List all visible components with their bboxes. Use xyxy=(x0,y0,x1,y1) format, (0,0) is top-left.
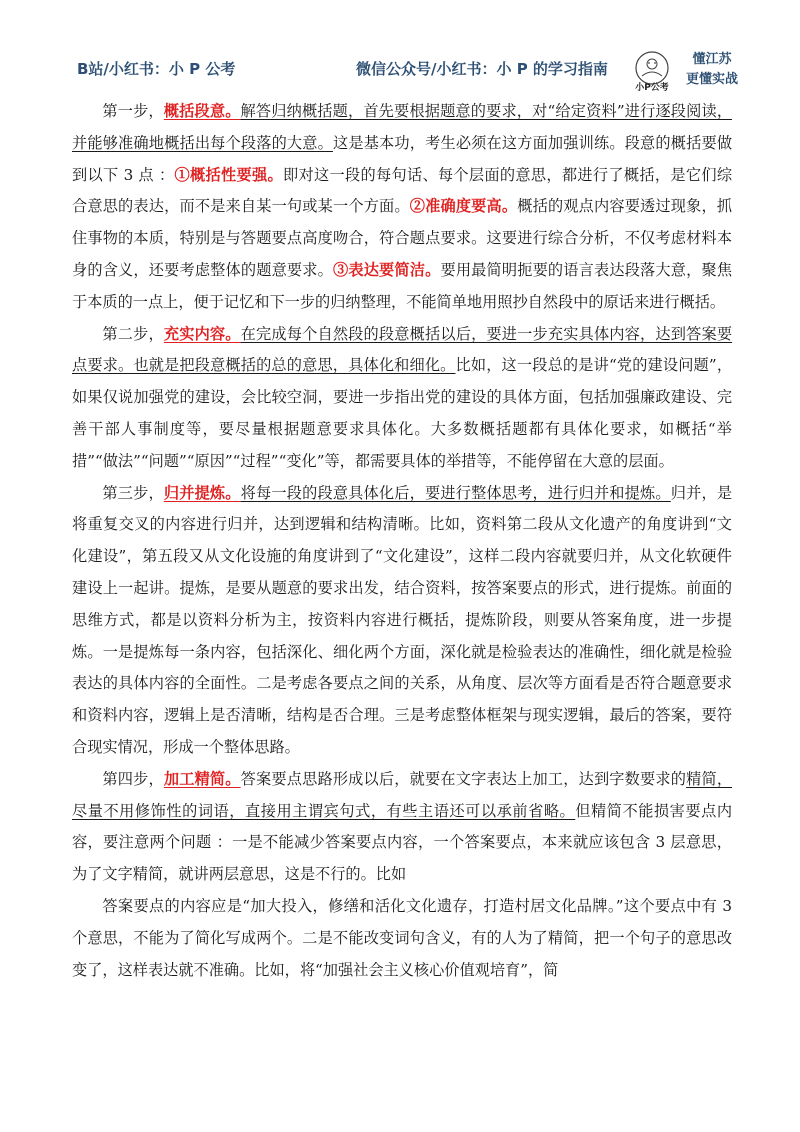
paragraph-2 xyxy=(72,319,732,478)
text-segment: 归并，是将重复交叉的内容进行归并，达到逻辑和结构清晰。比如，资料第二段从文化遗产的角度讲到“文化建设”，第五段又从文化设施的角度讲到了“文化建设”，这样二段内容就要归并，从文化软硬件建设上一起讲。提炼，是要从题意的要求出发，结合资料，按答案要点的形式，进行提炼。前面的思维方式，都是以资料分析为主，按资料内容进行概括，提炼阶段，则要从答案角度，进一步提炼。一是提炼每一条内容，包括深化、细化两个方面，深化就是检验表达的准确性，细化就是检验表达的具体内容的全面性。二是考虑各要点之间的关系，从角度、层次等方面看是否符合题意要求和资料内容，逻辑上是否清晰，结构是否合理。三是考虑整体框架与现实逻辑，最后的答案，要符合现实情况，形成一个整体思路。 xyxy=(72,483,733,756)
text-segment: 在完成每个自然段的段意概括以后，要进一步充实具体内容，达到答案要点要求。也就是把段意概括的总的意思，具体化和细化。 xyxy=(72,324,733,375)
text-segment: ①概括性要强。 xyxy=(174,165,283,184)
text-segment: 将每一段的段意具体化后，要进行整体思考，进行归并和提炼。 xyxy=(240,483,671,502)
paragraph-1 xyxy=(72,96,732,319)
slogan-line-2: 更懂实战 xyxy=(685,72,738,87)
page-header xyxy=(0,0,800,92)
paragraph-4 xyxy=(72,764,732,891)
text-segment: 充实内容。 xyxy=(163,324,241,343)
article-body xyxy=(72,96,732,986)
text-segment: 归并提炼。 xyxy=(163,483,241,502)
text-segment: ②准确度要高。 xyxy=(409,197,518,216)
text-segment: ③表达要简洁。 xyxy=(333,260,441,279)
text-segment: 精简，尽量不用修饰性的词语，直接用主谓宾句式，有些主语还可以承前省略。 xyxy=(72,769,733,820)
text-segment: 第一步， xyxy=(102,102,164,120)
text-segment: 加工精简。 xyxy=(163,769,241,788)
text-segment: 第四步， xyxy=(102,769,164,788)
header-slogan xyxy=(684,50,740,90)
text-segment: 要用最简明扼要的语言表达段落大意，聚焦于本质的一点上，便于记忆和下一步的归纳整理，不能简单地用照抄自然段中的原话来进行概括。 xyxy=(72,260,733,311)
text-segment: 第二步， xyxy=(102,324,164,343)
header-left-text: B站/小红书：小 P 公考 xyxy=(77,60,236,78)
text-segment: 概括段意。 xyxy=(163,102,241,120)
text-segment: 这是基本功，考生必须在这方面加强训练。段意的概括要做到以下 3 点 ： xyxy=(72,133,733,184)
text-segment: 但精简不能损害要点内容，要注意两个问题 ：一是不能减少答案要点内容，一个答案要点，本来就应该包含 3 层意思，为了文字精简，就讲两层意思，这是不行的。比如 xyxy=(72,801,733,884)
paragraph-5 xyxy=(72,891,732,986)
text-segment: 第三步， xyxy=(102,483,164,502)
slogan-line-1: 懂江苏 xyxy=(692,52,732,67)
text-segment: 解答归纳概括题，首先要根据题意的要求，对“给定资料”进行逐段阅读，并能够准确地概括出每个段落的大意。 xyxy=(72,102,733,152)
text-segment: 比如，这一段总的是讲“党的建设问题”，如果仅说加强党的建设，会比较空洞，要进一步指出党的建设的具体方面，包括加强廉政建设、完善干部人事制度等，要尽量根据题意要求具体化。大多数概括题都有具体化要求，如概括“举措”“做法”“问题”“原因”“过程”“变化”等，都需要具体的举措等，不能停留在大意的层面。 xyxy=(72,356,733,470)
text-segment: 概括的观点内容要透过现象，抓住事物的本质，特别是与答题要点高度吻合，符合题点要求。这要进行综合分析，不仅考虑材料本身的含义，还要考虑整体的题意要求。 xyxy=(72,197,733,279)
text-segment: 答案要点思路形成以后，就要在文字表达上加工，达到字数要求的 xyxy=(240,769,687,788)
text-segment: 答案要点的内容应是“加大投入，修缮和活化文化遗存，打造村居文化品牌。”这个要点中有 3 个意思，不能为了简化写成两个。二是不能改变词句含义，有的人为了精简，把一个句子的意思改变了，这样表达就不准确。比如，将“加强社会主义核心价值观培育”，简 xyxy=(72,896,732,979)
text-segment: 即对这一段的每句话、每个层面的意思，都进行了概括，是它们综合意思的表达，而不是来自某一句或某一个方面。 xyxy=(72,165,733,216)
paragraph-3 xyxy=(72,478,732,764)
logo-text: 小P公考 xyxy=(635,83,669,93)
header-middle-text: 微信公众号/小红书：小 P 的学习指南 xyxy=(356,60,608,78)
